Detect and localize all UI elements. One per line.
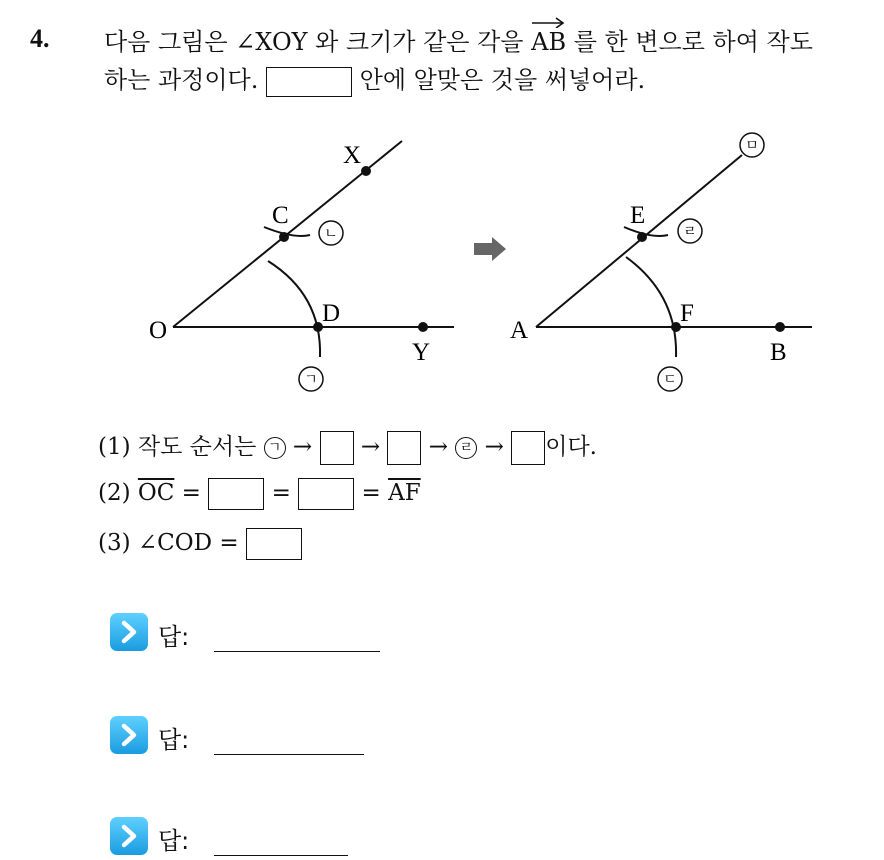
mark-digeut: ㄷ (663, 372, 677, 388)
arc-giyeok (268, 261, 320, 357)
answer-label: 답: (158, 726, 190, 754)
answer-input-line[interactable] (214, 855, 348, 856)
arrow-right-icon (474, 237, 506, 261)
item2-equals-1: = (181, 480, 201, 506)
label-e: E (630, 202, 646, 229)
item1-suffix: 이다. (545, 434, 597, 460)
vector-ab (531, 28, 566, 56)
left-construction (149, 141, 454, 391)
answer-label: 답: (158, 623, 190, 651)
label-d: D (322, 300, 341, 327)
arc-digeut (626, 257, 676, 357)
question-number: 4. (30, 24, 50, 53)
item-1 (98, 428, 597, 465)
item1-prefix: (1) 작도 순서는 (98, 434, 264, 460)
mark-giyeok: ㄱ (304, 372, 318, 388)
item3-equals: = (212, 530, 239, 556)
point-c (279, 232, 289, 242)
item2-prefix: (2) (98, 480, 138, 506)
question-text-1c: 를 한 변으로 하여 작도 (566, 28, 813, 56)
segment-af: $\overline{AF}$ (388, 480, 421, 506)
question-text-1a: 다음 그림은 (104, 28, 236, 56)
label-x: X (343, 142, 362, 169)
item1-mark-rieul: ㄹ (455, 437, 477, 459)
item1-blank-2[interactable] (387, 431, 421, 465)
label-y: Y (412, 339, 431, 366)
mark-mieum: ㅁ (745, 138, 759, 154)
point-b (775, 322, 785, 332)
question-text-2b: 안에 알맞은 것을 써넣어라. (352, 66, 646, 94)
mark-nieun: ㄴ (324, 226, 338, 242)
chevron-right-icon (110, 613, 148, 651)
item1-arrow-4: → (484, 434, 504, 460)
item-2 (98, 478, 421, 510)
chevron-right-icon (110, 716, 148, 754)
item1-mark-giyeok: ㄱ (264, 437, 286, 459)
point-x (361, 166, 371, 176)
item1-blank-3[interactable] (511, 431, 545, 465)
label-a: A (510, 317, 529, 344)
label-b: B (770, 339, 787, 366)
mark-rieul: ㄹ (683, 224, 697, 240)
construction-figure (140, 125, 840, 405)
item3-blank[interactable] (246, 528, 302, 560)
vector-arrow-icon (531, 16, 565, 28)
item2-equals-3: = (361, 480, 381, 506)
point-y (418, 322, 428, 332)
angle-xoy: ∠XOY (235, 28, 308, 56)
question-line-2 (104, 60, 645, 97)
item2-equals-2: = (271, 480, 291, 506)
label-c: C (272, 202, 289, 229)
chevron-right-icon (110, 817, 148, 855)
label-f: F (680, 300, 694, 327)
answer-input-line[interactable] (214, 651, 380, 652)
item1-arrow-1: → (292, 434, 313, 460)
vector-ab-label: AB (531, 28, 567, 56)
item1-arrow-3: → (428, 434, 449, 460)
question-text-1b: 와 크기가 같은 각을 (307, 28, 532, 56)
item-3 (98, 528, 302, 560)
item2-blank-2[interactable] (298, 478, 354, 510)
label-o: O (149, 317, 168, 344)
question-line-1 (104, 22, 813, 57)
segment-oc: $\overline{OC}$ (137, 480, 175, 506)
angle-cod: ∠COD (137, 530, 213, 556)
item2-blank-1[interactable] (208, 478, 264, 510)
item1-arrow-2: → (360, 434, 381, 460)
blank-box-example (266, 67, 352, 97)
answer-label: 답: (158, 827, 190, 855)
point-e (637, 232, 647, 242)
answer-input-line[interactable] (214, 754, 364, 755)
item1-blank-1[interactable] (320, 431, 354, 465)
question-text-2a: 하는 과정이다. (104, 66, 266, 94)
right-construction (510, 133, 812, 391)
item3-prefix: (3) (98, 530, 138, 556)
